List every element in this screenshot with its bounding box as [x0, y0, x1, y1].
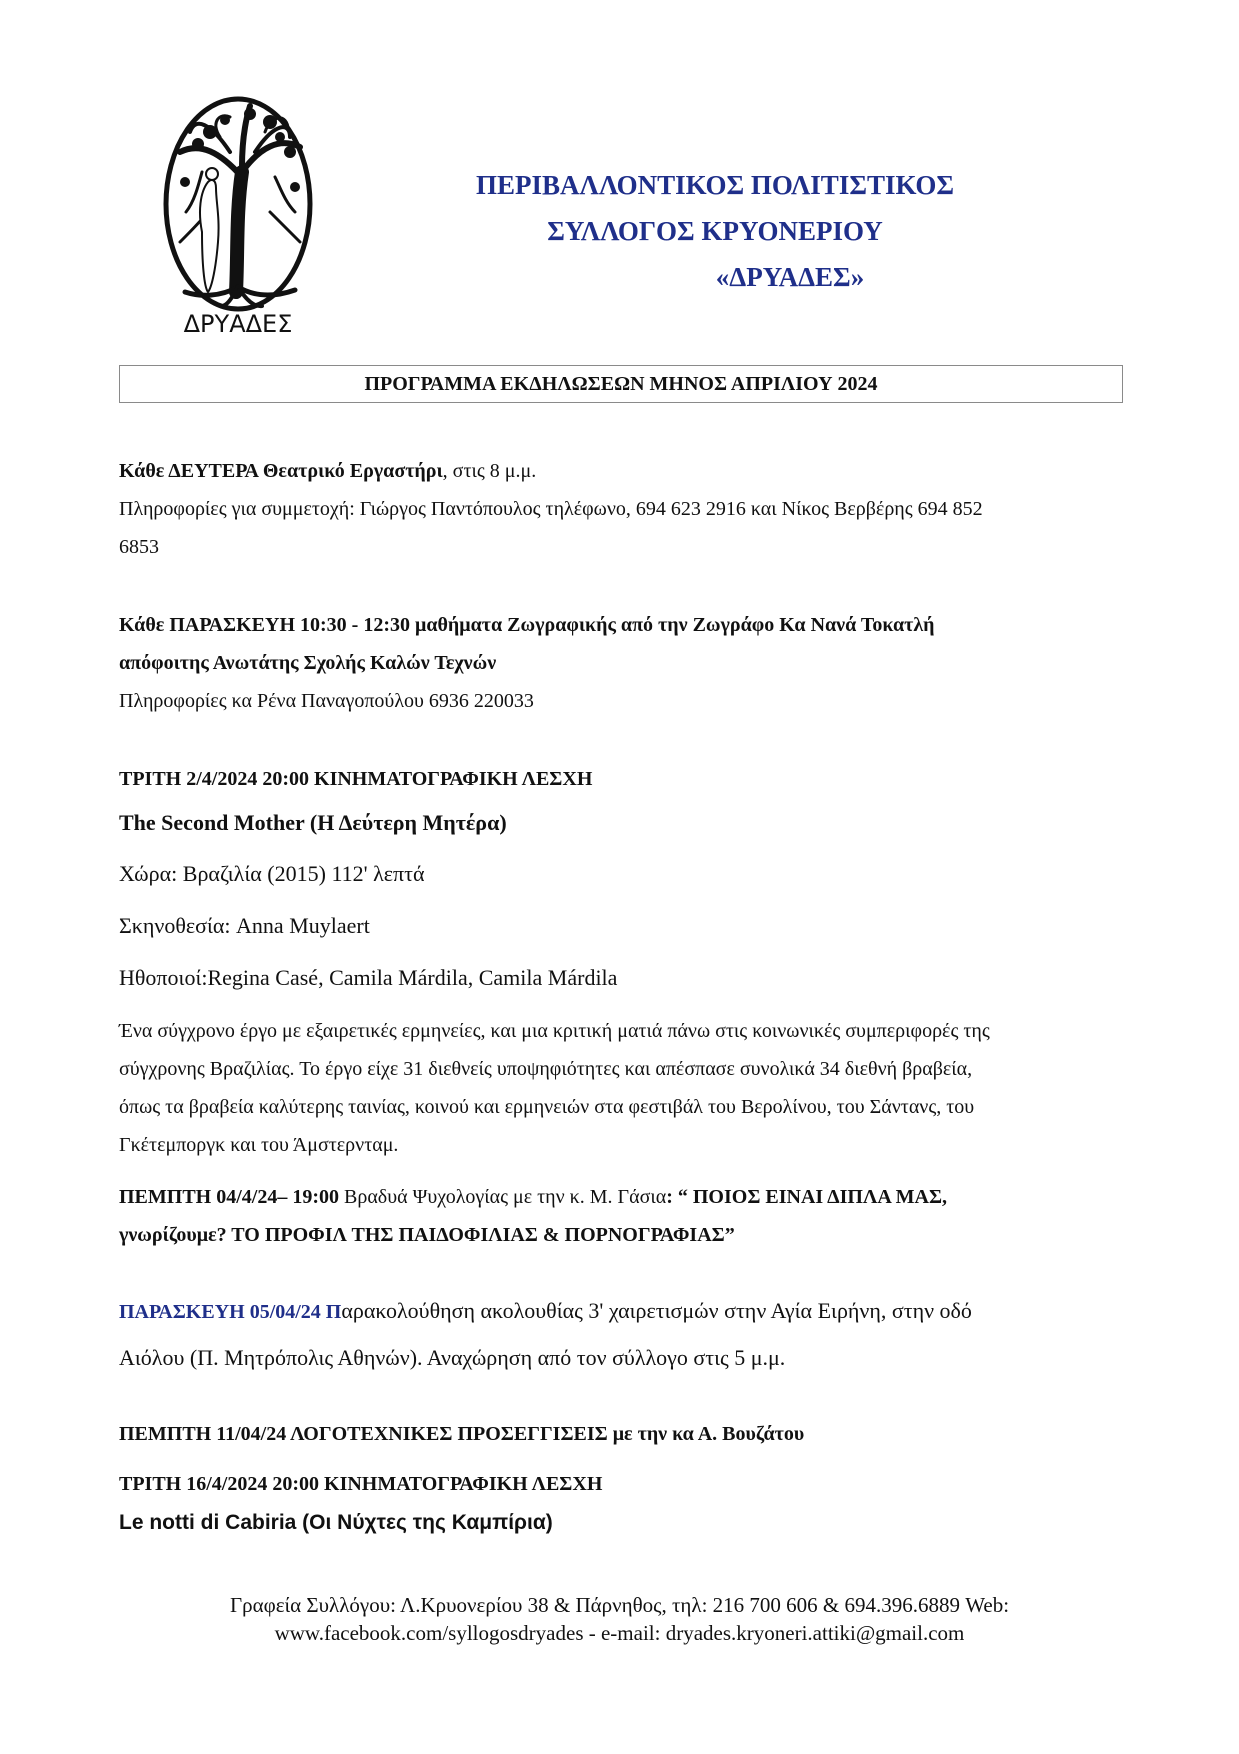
footer-contact — [0, 1591, 1239, 1647]
cinema2-film-title: Le notti di Cabiria (Οι Νύχτες της Καμπίρια) — [119, 1511, 553, 1534]
org-name-line-2: ΣΥΛΛΟΓΟΣ ΚΡΥΟΝΕΡΙΟΥ — [547, 216, 883, 246]
painting-title: Κάθε ΠΑΡΑΣΚΕΥΗ 10:30 - 12:30 μαθήματα Ζωγραφικής από την Ζωγράφο Κα Νανά Τοκατλή — [119, 614, 935, 636]
cinema1-description: Ένα σύγχρονο έργο με εξαιρετικές ερμηνείες, και μια κριτική ματιά πάνω στις κοινωνικές συμπεριφορές της — [119, 1020, 990, 1042]
church-text: αρακολούθηση ακολουθίας 3' χαιρετισμών στην Αγία Ειρήνη, στην οδό — [341, 1298, 972, 1323]
event-theatre — [119, 452, 1129, 566]
logo-text: ΔΡΥΑΔΕΣ — [183, 310, 293, 338]
cinema1-description-3: όπως τα βραβεία καλύτερης ταινίας, κοινού και ερμηνειών στα φεστιβάλ του Βερολίνου, του Σάντανς, του — [119, 1096, 975, 1118]
cinema1-director: Σκηνοθεσία: Anna Muylaert — [119, 913, 370, 938]
painting-info: Πληροφορίες κα Ρένα Παναγοπούλου 6936 220033 — [119, 690, 534, 712]
church-text-cont: Αιόλου (Π. Μητρόπολις Αθηνών). Αναχώρηση από τον σύλλογο στις 5 μ.μ. — [119, 1345, 786, 1370]
cinema1-film-title: The Second Mother (Η Δεύτερη Μητέρα) — [119, 810, 507, 835]
theatre-time: , στις 8 μ.μ. — [442, 460, 537, 482]
org-name-line-3: «ΔΡΥΑΔΕΣ» — [715, 262, 865, 292]
event-cinema-2 — [119, 1465, 1129, 1543]
cinema1-actors: Ηθοποιοί:Regina Casé, Camila Márdila, Camila Márdila — [119, 965, 618, 990]
cinema1-description-4: Γκέτεμποργκ και του Άμστερνταμ. — [119, 1134, 399, 1156]
cinema1-description-2: σύγχρονης Βραζιλίας. Το έργο είχε 31 διεθνείς υποψηφιότητες και απέσπασε συνολικά 34 διεθνή βραβεία, — [119, 1058, 973, 1080]
footer-address: Γραφεία Συλλόγου: Λ.Κρυονερίου 38 & Πάρνηθος, τηλ: 216 700 606 & 694.396.6889 Web: — [229, 1593, 1010, 1617]
theatre-title: Κάθε ΔΕΥΤΕΡΑ Θεατρικό Εργαστήρι — [119, 460, 443, 482]
organization-header — [440, 162, 990, 300]
psychology-date: ΠΕΜΠΤΗ 04/4/24– 19:00 — [119, 1186, 339, 1208]
footer-web-email: www.facebook.com/syllogosdryades - e-mail: dryades.kryoneri.attiki@gmail.com — [274, 1621, 965, 1645]
theatre-info-cont: 6853 — [119, 536, 159, 558]
theatre-info: Πληροφορίες για συμμετοχή: Γιώργος Παντόπουλος τηλέφωνο, 694 623 2916 και Νίκος Βερβέρης 694 852 — [119, 498, 983, 520]
event-literature — [119, 1415, 1129, 1453]
literature-title: ΠΕΜΠΤΗ 11/04/24 ΛΟΓΟΤΕΧΝΙΚΕΣ ΠΡΟΣΕΓΓΙΣΕΙΣ με την κα Α. Βουζάτου — [119, 1423, 805, 1445]
event-church — [119, 1288, 1129, 1381]
psychology-topic-cont: γνωρίζουμε? ΤΟ ΠΡΟΦΙΛ ΤΗΣ ΠΑΙΔΟΦΙΛΙΑΣ & ΠΟΡΝΟΓΡΑΦΙΑΣ” — [119, 1224, 735, 1246]
psychology-text: Βραδυά Ψυχολογίας με την κ. Μ. Γάσια — [339, 1186, 667, 1208]
org-name-line-1: ΠΕΡΙΒΑΛΛΟΝΤΙΚΟΣ ΠΟΛΙΤΙΣΤΙΚΟΣ — [476, 170, 954, 200]
events-list — [119, 452, 1129, 1543]
event-cinema-1 — [119, 760, 1129, 1164]
painting-title-cont: απόφοιτης Ανωτάτης Σχολής Καλών Τεχνών — [119, 652, 497, 674]
psychology-topic: : “ ΠΟΙΟΣ ΕΙΝΑΙ ΔΙΠΛΑ ΜΑΣ, — [666, 1186, 948, 1208]
cinema2-heading: ΤΡΙΤΗ 16/4/2024 20:00 ΚΙΝΗΜΑΤΟΓΡΑΦΙΚΗ ΛΕΣΧΗ — [119, 1473, 603, 1495]
cinema1-country: Χώρα: Βραζιλία (2015) 112' λεπτά — [119, 861, 425, 886]
event-psychology — [119, 1178, 1129, 1254]
cinema1-heading: ΤΡΙΤΗ 2/4/2024 20:00 ΚΙΝΗΜΑΤΟΓΡΑΦΙΚΗ ΛΕΣΧΗ — [119, 768, 593, 790]
event-painting — [119, 606, 1129, 720]
program-title: ΠΡΟΓΡΑΜΜΑ ΕΚΔΗΛΩΣΕΩΝ ΜΗΝΟΣ ΑΠΡΙΛΙΟΥ 2024 — [119, 365, 1123, 403]
church-date: ΠΑΡΑΣΚΕΥΗ 05/04/24 Π — [119, 1301, 342, 1323]
tree-logo — [150, 92, 326, 338]
